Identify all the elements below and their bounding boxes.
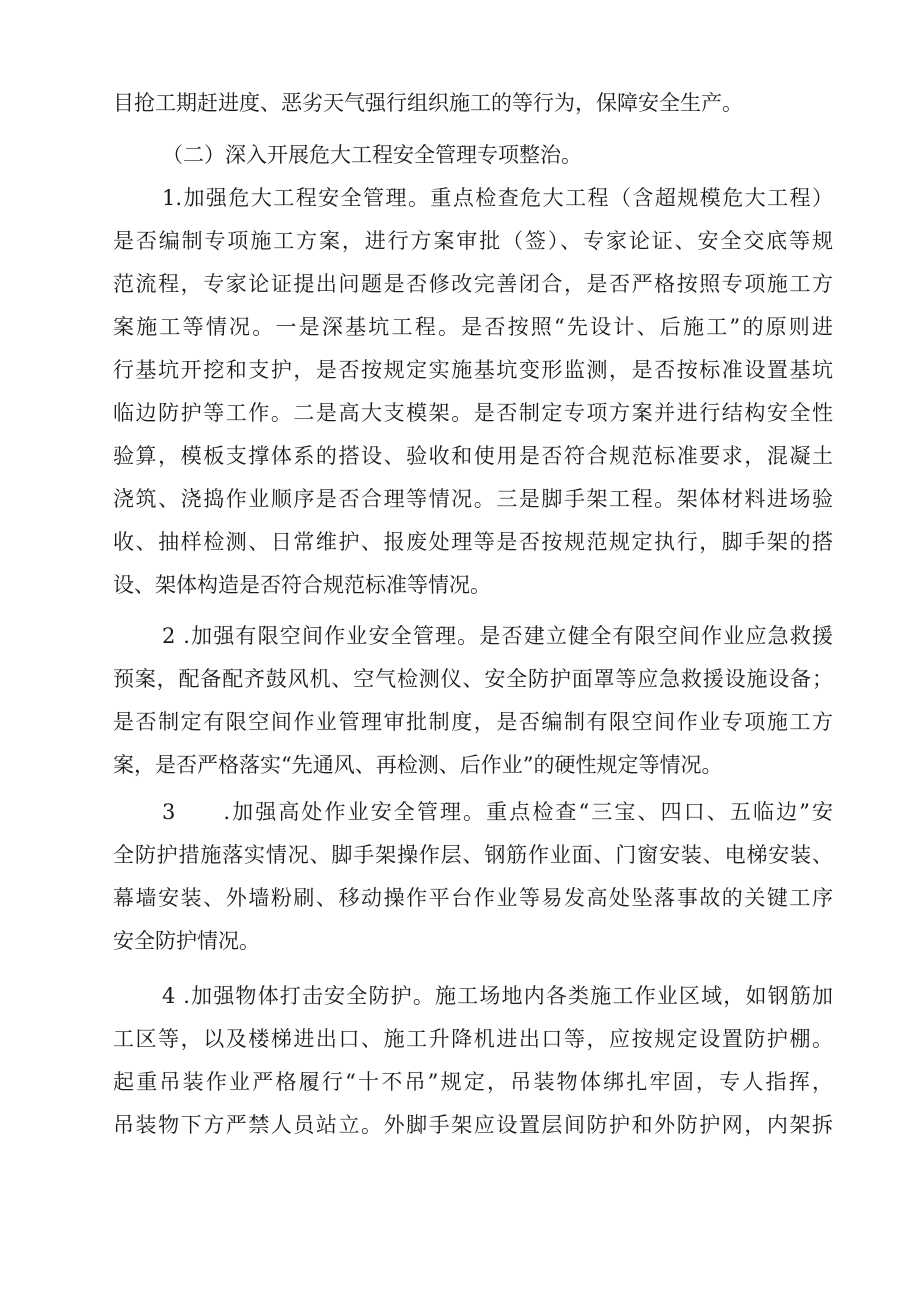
item-2-line-1: 2 .加强有限空间作业安全管理。是否建立健全有限空间作业应急救援 — [162, 624, 833, 648]
item-3-line-1 — [162, 797, 833, 827]
item-4-line-3: 起重吊装作业严格履行“十不吊”规定，吊装物体绑扎牢固，专人指挥， — [113, 1070, 833, 1094]
item-1-line-7: 验算，模板支撑体系的搭设、验收和使用是否符合规范标准要求，混凝土 — [113, 444, 833, 468]
item-4-line-4: 吊装物下方严禁人员站立。外脚手架应设置层间防护和外防护网，内架拆 — [113, 1113, 833, 1137]
item-3-line-3: 幕墙安装、外墙粉刷、移动操作平台作业等易发高处坠落事故的关键工序 — [113, 886, 833, 910]
item-1-line-2: 是否编制专项施工方案，进行方案审批（签）、专家论证、安全交底等规 — [113, 229, 833, 253]
item-1-line-8: 浇筑、浇捣作业顺序是否合理等情况。三是脚手架工程。架体材料进场验 — [113, 487, 833, 511]
item-4-line-2: 工区等，以及楼梯进出口、施工升降机进出口等，应按规定设置防护棚。 — [113, 1027, 833, 1051]
item-2-line-2: 预案，配备配齐鼓风机、空气检测仪、安全防护面罩等应急救援设施设备； — [113, 667, 833, 691]
item-1-line-9: 收、抽样检测、日常维护、报废处理等是否按规范规定执行，脚手架的搭 — [113, 530, 833, 554]
item-1-line-3: 范流程，专家论证提出问题是否修改完善闭合，是否严格按照专项施工方 — [113, 272, 833, 296]
section-heading-2: （二）深入开展危大工程安全管理专项整治。 — [162, 143, 582, 167]
item-1-line-6: 临边防护等工作。二是高大支模架。是否制定专项方案并进行结构安全性 — [113, 401, 833, 425]
item-2-line-4: 案，是否严格落实“先通风、再检测、后作业”的硬性规定等情况。 — [113, 753, 723, 777]
item-3-line-2: 全防护措施落实情况、脚手架操作层、钢筋作业面、门窗安装、电梯安装、 — [113, 843, 833, 867]
item-1-line-5: 行基坑开挖和支护，是否按规定实施基坑变形监测，是否按标准设置基坑 — [113, 358, 833, 382]
item-2-line-3: 是否制定有限空间作业管理审批制度，是否编制有限空间作业专项施工方 — [113, 710, 833, 734]
item-1-line-4: 案施工等情况。一是深基坑工程。是否按照“先设计、后施工”的原则进 — [113, 315, 833, 339]
item-4-line-1: 4 .加强物体打击安全防护。施工场地内各类施工作业区域，如钢筋加 — [162, 984, 833, 1008]
item-1-line-1: 1.加强危大工程安全管理。重点检查危大工程（含超规模危大工程） — [162, 186, 833, 210]
item-1-line-10: 设、架体构造是否符合规范标准等情况。 — [113, 573, 491, 597]
text-line-1: 目抢工期赶进度、恶劣天气强行组织施工的等行为，保障安全生产。 — [113, 91, 743, 115]
item-3-text: .加强高处作业安全管理。重点检查“三宝、四口、五临边”安 — [223, 800, 833, 824]
item-3-number: 3 — [162, 800, 176, 824]
item-3-line-4: 安全防护情况。 — [113, 929, 260, 953]
